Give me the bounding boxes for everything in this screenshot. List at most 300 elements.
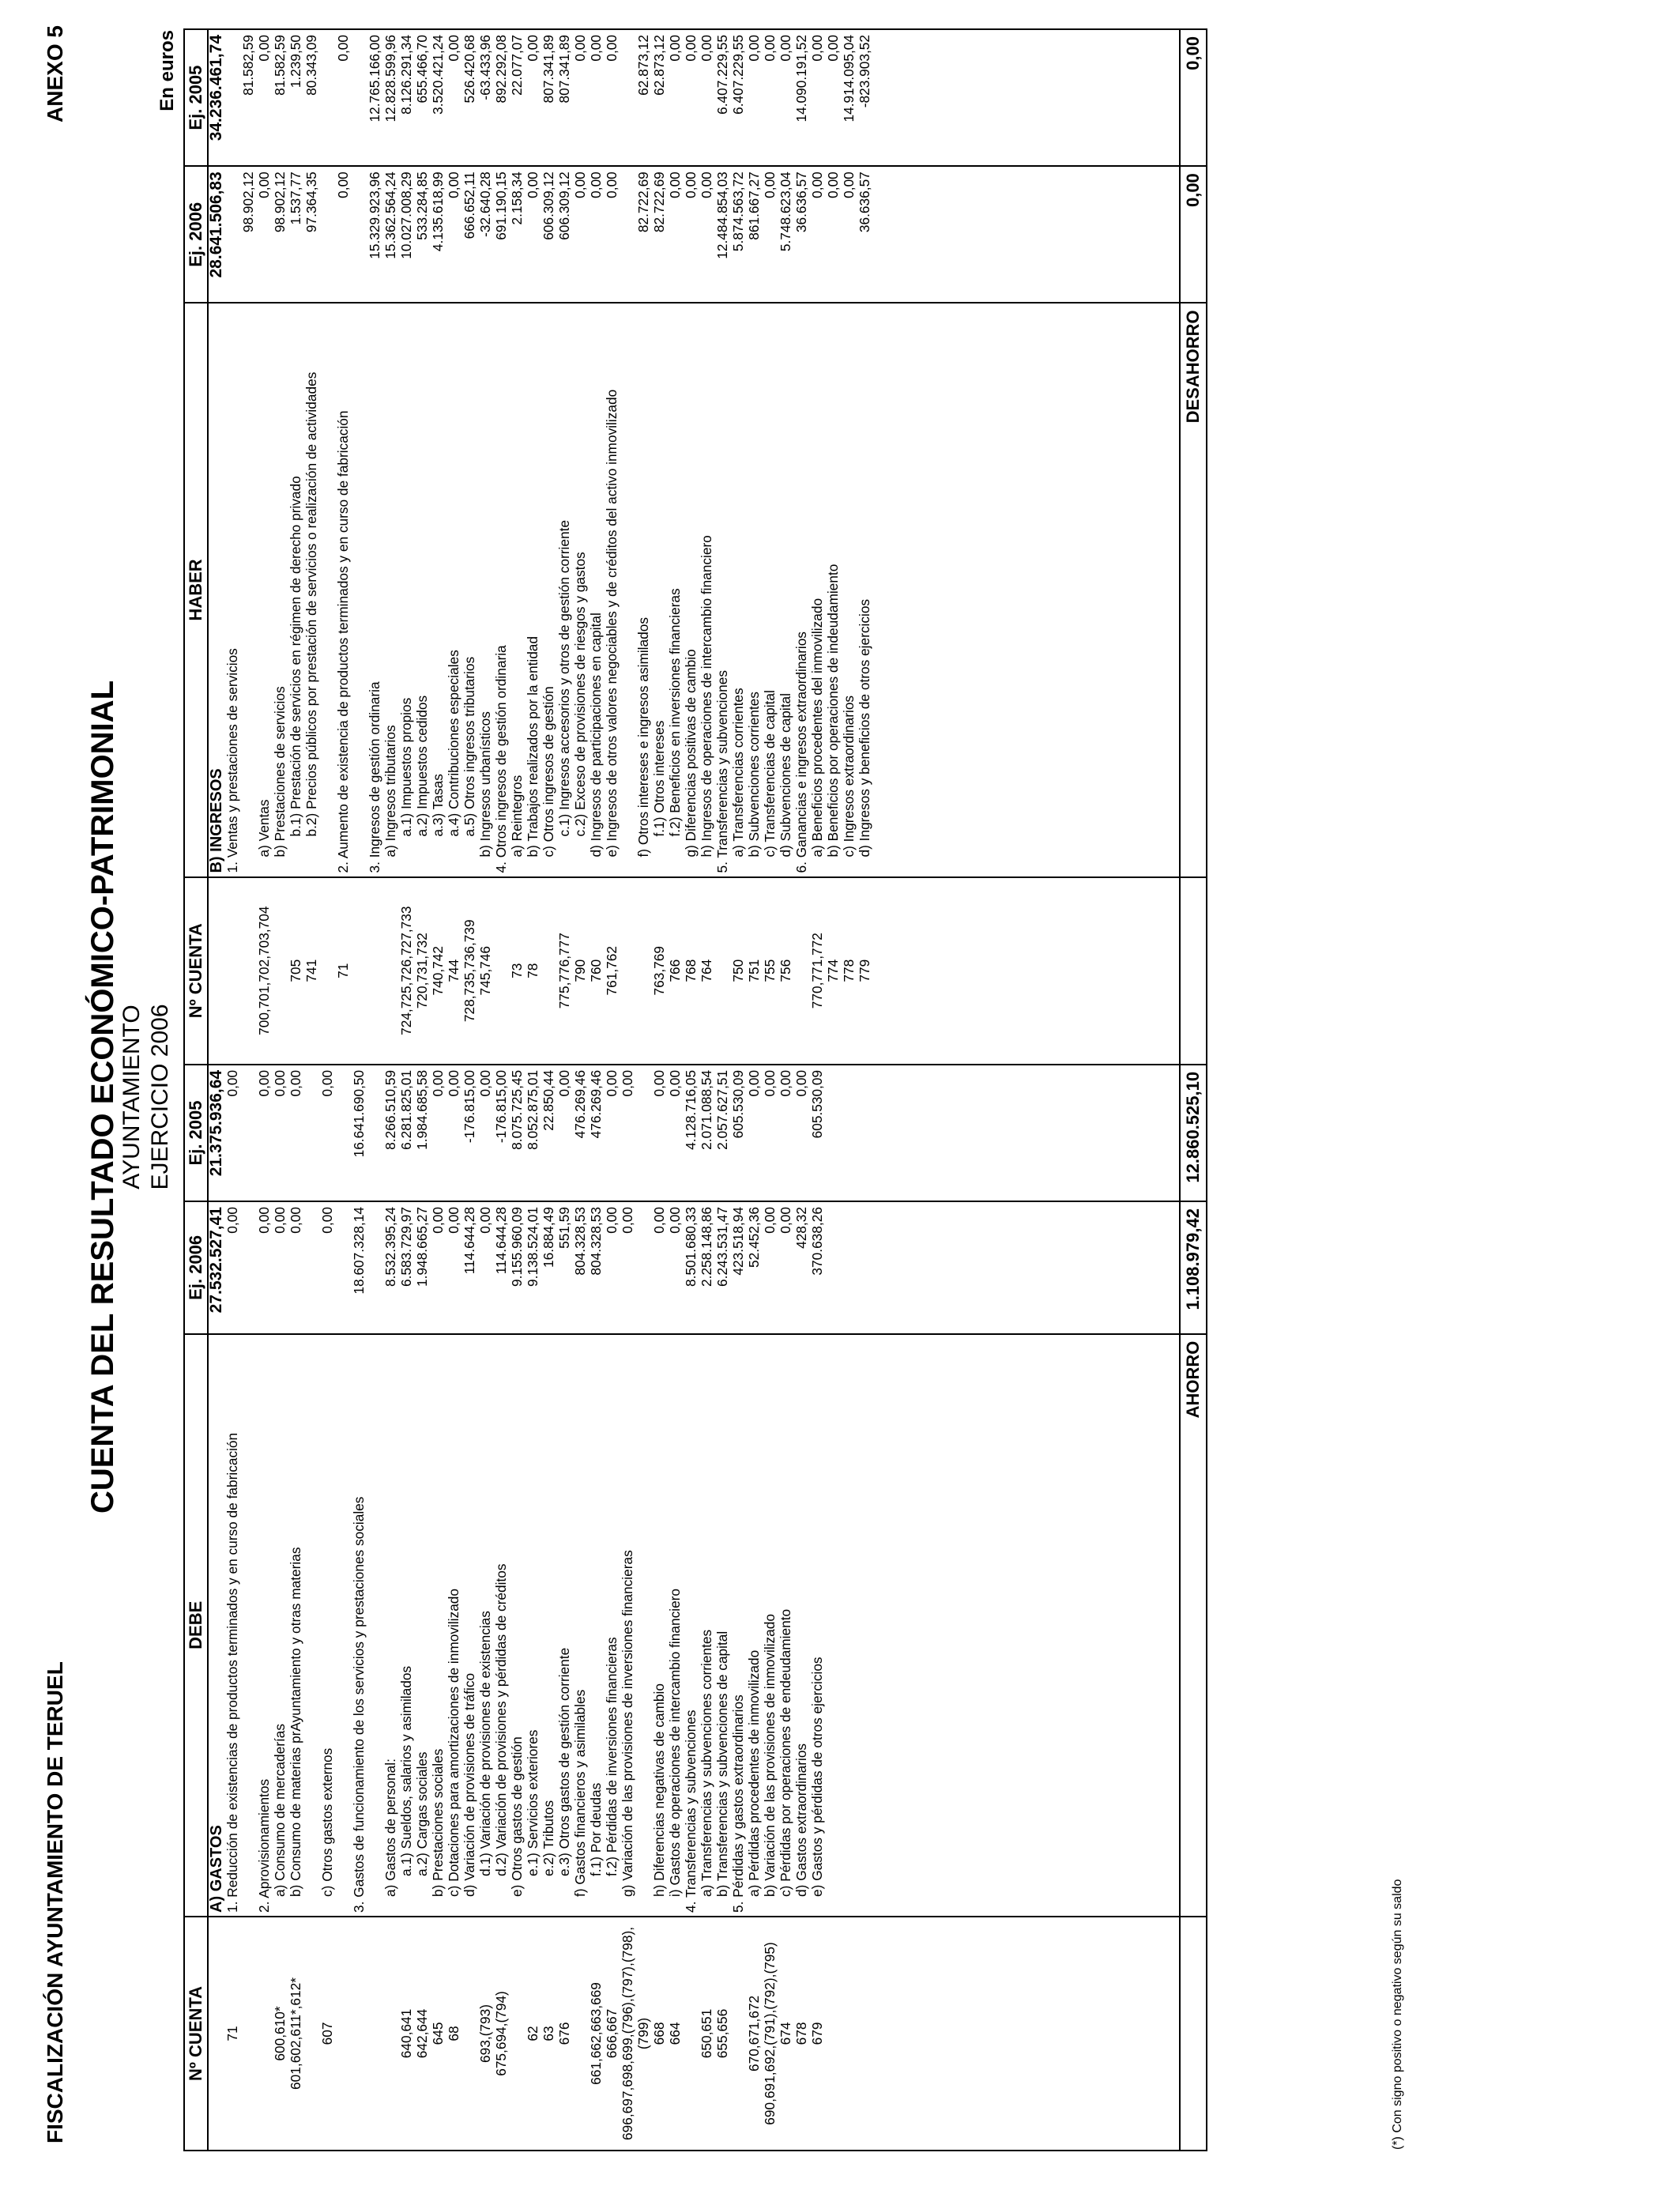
haber-row-v5-cell: 80.343,09 bbox=[303, 35, 319, 96]
haber-row-lab-cell: a) Ingresos tributarios bbox=[382, 725, 398, 858]
page-title: CUENTA DEL RESULTADO ECONÓMICO-PATRIMONIAL bbox=[85, 680, 120, 1514]
debe-row-lab-cell: 5. Pérdidas y gastos extraordinarios bbox=[730, 1695, 746, 1913]
table-header-row bbox=[184, 29, 208, 2151]
haber-row-acc-cell: 775,776,777 bbox=[556, 933, 572, 1009]
haber-row-acc-cell: 779 bbox=[857, 959, 872, 982]
haber-row-acc-cell: 78 bbox=[525, 963, 541, 978]
header-cuenta-debe: Nº CUENTA bbox=[184, 1917, 208, 2151]
debe-row-v6-cell: 6.243.531,47 bbox=[714, 1207, 730, 1287]
debe-row-v6-cell: 804.328,53 bbox=[588, 1207, 604, 1276]
haber-row-v6-cell: 691.190,15 bbox=[493, 172, 509, 240]
debe-row-v6-cell: 1.948.665,27 bbox=[414, 1207, 430, 1287]
debe-row-lab-cell: d) Variación de provisiones de tráfico bbox=[461, 1672, 477, 1897]
debe-row-v6-cell: 0,00 bbox=[620, 1207, 635, 1234]
debe-row-v5-cell: 0,00 bbox=[778, 1069, 793, 1097]
haber-row-acc-cell bbox=[367, 878, 382, 1064]
haber-row-v6-cell: 0,00 bbox=[525, 172, 541, 198]
haber-row-v6-cell: 861.667,27 bbox=[746, 172, 762, 240]
debe-row-lab-cell: g) Variación de las provisiones de inversiones financieras bbox=[620, 1550, 635, 1897]
debe-row-v5-cell bbox=[303, 1065, 319, 1201]
debe-row-lab-cell: a) Consumo de mercaderías bbox=[272, 1723, 288, 1897]
debe-row-v6-cell: 0,00 bbox=[762, 1207, 778, 1234]
haber-row-acc-cell: 778 bbox=[841, 959, 857, 982]
debe-row-acc-cell: 650,651 bbox=[699, 2008, 714, 2059]
debe-row-lab-cell: f) Gastos financieros y asimilables bbox=[572, 1689, 588, 1897]
haber-row-lab-cell: a.5) Otros ingresos tributarios bbox=[461, 656, 477, 837]
debe-row-v6-cell: 0,00 bbox=[288, 1207, 303, 1234]
haber-row-v5-cell: 0,00 bbox=[778, 35, 793, 62]
debe-row-lab-cell: b) Consumo de materias prAyuntamiento y otras materias bbox=[288, 1547, 303, 1897]
haber-row-acc-cell: 705 bbox=[288, 959, 303, 982]
haber-row-v6-cell: 1.537,77 bbox=[288, 172, 303, 225]
debe-row-acc-cell bbox=[730, 1917, 746, 2150]
haber-row-acc-cell bbox=[714, 878, 730, 1064]
footer-spacer-haber bbox=[1180, 877, 1207, 1065]
haber-row-lab-cell: 2. Aumento de existencia de productos terminados y en curso de fabricación bbox=[335, 410, 351, 873]
debe-row-v6-cell: 8.501.680,33 bbox=[683, 1207, 699, 1287]
haber-row-lab-cell: 4. Otros ingresos de gestión ordinaria bbox=[493, 645, 509, 873]
haber-row-v6-cell: 15.362.564,24 bbox=[382, 172, 398, 259]
haber-row-acc-cell: 770,771,772 bbox=[809, 933, 825, 1009]
debe-row-v6-cell bbox=[303, 1202, 319, 1333]
debe-row-acc-cell: 601,602,611*,612* bbox=[288, 1977, 303, 2090]
haber-row-acc-cell: 700,701,702,703,704 bbox=[256, 906, 272, 1035]
debe-row-acc-cell: 71 bbox=[224, 2026, 240, 2041]
haber-2006-column bbox=[208, 166, 1180, 303]
haber-row-v6-cell: 0,00 bbox=[446, 172, 461, 198]
debe-row-v5-cell: 476.269,46 bbox=[588, 1069, 604, 1139]
haber-row-v6-cell: 82.722,69 bbox=[635, 172, 651, 233]
haber-row-lab-cell: 1. Ventas y prestaciones de servicios bbox=[224, 648, 240, 873]
haber-row-lab-cell: B) INGRESOS bbox=[208, 768, 225, 873]
haber-row-acc-cell: 744 bbox=[446, 959, 461, 982]
debe-row-lab-cell: e.1) Servicios exteriores bbox=[525, 1729, 541, 1876]
debe-row-lab-cell: 4. Transferencias y subvenciones bbox=[683, 1710, 699, 1913]
haber-row-lab-cell: b.1) Prestación de servicios en régimen de derecho privado bbox=[288, 476, 303, 837]
debe-row-acc-cell bbox=[256, 1917, 272, 2150]
haber-row-lab-cell: b) Beneficios por operaciones de indeudamiento bbox=[825, 564, 841, 858]
debe-row-v6-cell: 0,00 bbox=[430, 1207, 446, 1234]
haber-row-lab-cell: a) Beneficios procedentes del inmovilizado bbox=[809, 598, 825, 858]
debe-row-lab-cell: c) Pérdidas por operaciones de endeudamiento bbox=[778, 1608, 793, 1897]
haber-accounts-column bbox=[208, 877, 1180, 1065]
haber-row-v6-cell: 97.364,35 bbox=[303, 172, 319, 233]
debe-row-acc-cell: 655,656 bbox=[714, 2008, 730, 2059]
haber-row-acc-cell: 760 bbox=[588, 959, 604, 982]
header-debe: DEBE bbox=[184, 1334, 208, 1917]
haber-row-lab-cell: f.2) Beneficios en inversiones financieras bbox=[667, 588, 683, 837]
debe-row-v5-cell: -176.815,00 bbox=[493, 1069, 509, 1144]
haber-row-v5-cell: 892.292,08 bbox=[493, 35, 509, 104]
haber-row-v5-cell: 0,00 bbox=[667, 35, 683, 62]
debe-2006-column bbox=[208, 1201, 1180, 1334]
debe-row-v5-cell: 0,00 bbox=[256, 1069, 272, 1097]
haber-row-v6-cell: 2.158,34 bbox=[509, 172, 525, 225]
debe-row-lab-cell: 1. Reducción de existencias de productos terminados y en curso de fabricación bbox=[224, 1432, 240, 1913]
haber-row-v6-cell: 4.135.618,99 bbox=[430, 172, 446, 252]
debe-row-v5-cell: 0,00 bbox=[746, 1069, 762, 1097]
haber-row-acc-cell: 751 bbox=[746, 959, 762, 982]
header-debe-2005: Ej. 2005 bbox=[184, 1065, 208, 1201]
debe-row-acc-cell: 68 bbox=[446, 2026, 461, 2041]
debe-row-v5-cell: 0,00 bbox=[319, 1069, 335, 1097]
debe-row-acc-cell: 696,697,698,699,(796),(797),(798),(799) bbox=[620, 1926, 651, 2140]
haber-row-v6-cell: 0,00 bbox=[762, 172, 778, 198]
debe-row-lab-cell bbox=[335, 1335, 351, 1916]
haber-row-acc-cell: 728,735,736,739 bbox=[461, 919, 477, 1023]
haber-row-acc-cell: 766 bbox=[667, 959, 683, 982]
haber-row-acc-cell: 761,762 bbox=[604, 945, 620, 996]
table-body-row bbox=[208, 29, 1180, 2151]
debe-row-v5-cell: 21.375.936,64 bbox=[207, 1069, 225, 1177]
debe-row-v5-cell bbox=[335, 1065, 351, 1201]
debe-row-v5-cell: 605.530,09 bbox=[730, 1069, 746, 1139]
haber-row-v5-cell: 0,00 bbox=[604, 35, 620, 62]
debe-row-lab-cell: f.1) Por deudas bbox=[588, 1782, 604, 1876]
haber-row-acc-cell bbox=[240, 878, 256, 1064]
haber-row-v5-cell bbox=[224, 30, 240, 165]
debe-row-lab-cell: h) Diferencias negativas de cambio bbox=[651, 1683, 667, 1897]
debe-row-v6-cell: 9.138.524,01 bbox=[525, 1207, 541, 1287]
debe-row-acc-cell: 678 bbox=[793, 2022, 809, 2045]
debe-row-v6-cell: 27.532.527,41 bbox=[207, 1207, 225, 1314]
haber-row-lab-cell: f) Otros intereses e ingresos asimilados bbox=[635, 617, 651, 858]
debe-row-v6-cell: 6.583.729,97 bbox=[398, 1207, 414, 1287]
haber-row-v6-cell: 82.722,69 bbox=[651, 172, 667, 233]
haber-row-v5-cell: -63.433,96 bbox=[477, 35, 493, 100]
debe-row-v5-cell: 22.850,44 bbox=[541, 1069, 556, 1131]
haber-row-v6-cell: -32.640,28 bbox=[477, 172, 493, 237]
haber-row-lab-cell: a) Transferencias corrientes bbox=[730, 688, 746, 858]
haber-row-acc-cell: 720,731,732 bbox=[414, 933, 430, 1009]
debe-row-acc-cell: 690,691,692,(791),(792),(795) bbox=[762, 1942, 778, 2125]
debe-row-acc-cell: 63 bbox=[541, 2026, 556, 2041]
debe-row-lab-cell: a) Gastos de personal: bbox=[382, 1759, 398, 1897]
debe-row-lab-cell: a.1) Sueldos, salarios y asimilados bbox=[398, 1665, 414, 1876]
haber-row-v5-cell: 6.407.229,55 bbox=[714, 35, 730, 115]
haber-row-v5-cell: 0,00 bbox=[683, 35, 699, 62]
haber-row-v6-cell: 98.902,12 bbox=[240, 172, 256, 233]
haber-row-lab-cell: f.1) Otros intereses bbox=[651, 720, 667, 837]
haber-row-v6-cell: 0,00 bbox=[256, 172, 272, 198]
debe-row-v5-cell: 8.052.875,01 bbox=[525, 1069, 541, 1150]
haber-row-v5-cell: 0,00 bbox=[746, 35, 762, 62]
debe-row-v6-cell: 0,00 bbox=[319, 1207, 335, 1234]
haber-row-v5-cell: 22.077,07 bbox=[509, 35, 525, 96]
ahorro-2005: 12.860.525,10 bbox=[1180, 1065, 1207, 1201]
debe-row-lab-cell: e.3) Otros gastos de gestión corriente bbox=[556, 1647, 572, 1876]
debe-row-acc-cell: 675,694,(794) bbox=[493, 1991, 509, 2076]
haber-row-v5-cell: 34.236.461,74 bbox=[207, 35, 225, 141]
debe-row-lab-cell: f.2) Pérdidas de inversiones financieras bbox=[604, 1637, 620, 1876]
haber-row-v6-cell: 666.652,11 bbox=[461, 172, 477, 239]
haber-row-acc-cell: 756 bbox=[778, 959, 793, 982]
debe-row-v5-cell: 0,00 bbox=[446, 1069, 461, 1097]
debe-row-lab-cell: a.2) Cargas sociales bbox=[414, 1751, 430, 1876]
haber-row-v5-cell: 0,00 bbox=[699, 35, 714, 62]
haber-row-lab-cell: c.2) Exceso de provisiones de riesgos y gastos bbox=[572, 552, 588, 837]
haber-row-lab-cell: a) Ventas bbox=[256, 799, 272, 858]
haber-row-v5-cell: 807.341,89 bbox=[556, 35, 572, 104]
debe-row-lab-cell: e) Otros gastos de gestión bbox=[509, 1736, 525, 1897]
debe-row-acc-cell: 62 bbox=[525, 2026, 541, 2041]
debe-row-v5-cell: 1.984.685,58 bbox=[414, 1069, 430, 1150]
haber-row-v5-cell: 655.466,70 bbox=[414, 35, 430, 104]
result-account-table bbox=[183, 28, 1207, 2151]
debe-row-v5-cell: 0,00 bbox=[651, 1069, 667, 1097]
haber-row-lab-cell: g) Diferencias positivas de cambio bbox=[683, 649, 699, 858]
haber-row-lab-cell: h) Ingresos de operaciones de intercambio financiero bbox=[699, 535, 714, 858]
header-debe-2006: Ej. 2006 bbox=[184, 1201, 208, 1334]
debe-2005-column bbox=[208, 1065, 1180, 1201]
haber-row-v5-cell: 62.873,12 bbox=[651, 35, 667, 96]
haber-row-v6-cell: 0,00 bbox=[683, 172, 699, 198]
debe-row-v6-cell: 804.328,53 bbox=[572, 1207, 588, 1276]
haber-row-acc-cell: 741 bbox=[303, 959, 319, 982]
debe-accounts-column bbox=[208, 1917, 1180, 2151]
debe-row-v5-cell: 605.530,09 bbox=[809, 1069, 825, 1139]
debe-row-v6-cell: 52.452,36 bbox=[746, 1207, 762, 1268]
units-label: En euros bbox=[156, 30, 178, 111]
debe-row-acc-cell: 640,641 bbox=[398, 2008, 414, 2059]
haber-row-lab-cell: b) Subvenciones corrientes bbox=[746, 692, 762, 858]
debe-row-acc-cell: 664 bbox=[667, 2022, 683, 2045]
haber-row-acc-cell: 724,725,726,727,733 bbox=[398, 906, 414, 1035]
haber-row-lab-cell: b.2) Precios públicos por prestación de servicios o realización de actividades bbox=[303, 371, 319, 837]
desahorro-2005: 0,00 bbox=[1180, 29, 1207, 166]
haber-row-lab-cell: a.2) Impuestos cedidos bbox=[414, 695, 430, 837]
haber-row-v6-cell: 0,00 bbox=[699, 172, 714, 198]
haber-row-v6-cell: 0,00 bbox=[588, 172, 604, 198]
debe-row-acc-cell bbox=[683, 1917, 699, 2150]
debe-row-v5-cell: 0,00 bbox=[667, 1069, 683, 1097]
haber-row-acc-cell: 774 bbox=[825, 959, 841, 982]
debe-row-v5-cell: 0,00 bbox=[762, 1069, 778, 1097]
debe-row-v5-cell: 0,00 bbox=[288, 1069, 303, 1097]
haber-row-lab-cell: 3. Ingresos de gestión ordinaria bbox=[367, 681, 382, 873]
debe-row-v6-cell: 9.155.960,09 bbox=[509, 1207, 525, 1287]
debe-row-lab-cell: d.1) Variación de provisiones de existencias bbox=[477, 1611, 493, 1876]
haber-row-acc-cell bbox=[635, 878, 651, 1064]
haber-row-v6-cell: 606.309,12 bbox=[541, 172, 556, 240]
haber-row-lab-cell: e) Ingresos de otros valores negociables y de créditos del activo inmovilizado bbox=[604, 389, 620, 858]
footer-spacer-debe bbox=[1180, 1917, 1207, 2151]
debe-row-acc-cell: 693,(793) bbox=[477, 2004, 493, 2063]
haber-row-v6-cell: 0,00 bbox=[335, 172, 351, 198]
haber-row-v6-cell bbox=[224, 167, 240, 302]
debe-row-acc-cell: 670,671,672 bbox=[746, 1995, 762, 2072]
haber-row-v5-cell: 807.341,89 bbox=[541, 35, 556, 104]
haber-row-v6-cell: 36.636,57 bbox=[857, 172, 872, 233]
haber-row-acc-cell bbox=[541, 878, 556, 1064]
debe-row-v6-cell: 16.884,49 bbox=[541, 1207, 556, 1268]
debe-row-v6-cell: 0,00 bbox=[477, 1207, 493, 1234]
haber-row-v6-cell: 5.748.623,04 bbox=[778, 172, 793, 252]
debe-row-acc-cell: 679 bbox=[809, 2022, 825, 2045]
haber-row-v5-cell: 3.520.421,24 bbox=[430, 35, 446, 115]
debe-row-lab-cell: 3. Gastos de funcionamiento de los servicios y prestaciones sociales bbox=[351, 1496, 367, 1913]
haber-row-acc-cell: 71 bbox=[335, 963, 351, 978]
debe-row-v6-cell: 8.532.395,24 bbox=[382, 1207, 398, 1287]
haber-row-acc-cell bbox=[272, 878, 288, 1064]
haber-row-acc-cell bbox=[793, 878, 809, 1064]
debe-row-lab-cell: a) Pérdidas procedentes de inmovilizado bbox=[746, 1649, 762, 1897]
debe-row-lab-cell: c) Otros gastos externos bbox=[319, 1747, 335, 1897]
haber-row-v5-cell: 8.126.291,34 bbox=[398, 35, 414, 115]
table-footer-row bbox=[1180, 29, 1207, 2151]
debe-row-lab-cell: c) Dotaciones para amortizaciones de inmovilizado bbox=[446, 1588, 461, 1897]
debe-row-acc-cell: 668 bbox=[651, 2022, 667, 2045]
debe-row-v6-cell: 551,59 bbox=[556, 1207, 572, 1249]
haber-2005-column bbox=[208, 29, 1180, 166]
debe-row-acc-cell: 607 bbox=[319, 2022, 335, 2045]
haber-row-acc-cell: 790 bbox=[572, 959, 588, 982]
desahorro-2006: 0,00 bbox=[1180, 166, 1207, 303]
haber-row-v5-cell: 14.090.191,52 bbox=[793, 35, 809, 123]
page-subtitle-year: EJERCICIO 2006 bbox=[147, 1004, 173, 1190]
haber-row-acc-cell bbox=[493, 878, 509, 1064]
haber-row-lab-cell: b) Prestaciones de servicios bbox=[272, 686, 288, 858]
debe-row-acc-cell: 661,662,663,669 bbox=[588, 1982, 604, 2085]
desahorro-label: DESAHORRO bbox=[1180, 303, 1207, 876]
haber-row-v5-cell: 0,00 bbox=[335, 35, 351, 62]
haber-row-v5-cell: 0,00 bbox=[825, 35, 841, 62]
haber-row-lab-cell: 6. Ganancias e ingresos extraordinarios bbox=[793, 631, 809, 873]
debe-row-v6-cell: 370.638,26 bbox=[809, 1207, 825, 1276]
ahorro-2006: 1.108.979,42 bbox=[1180, 1201, 1207, 1334]
haber-row-v6-cell: 15.329.923,96 bbox=[367, 172, 382, 259]
haber-row-lab-cell: b) Trabajos realizados por la entidad bbox=[525, 635, 541, 858]
haber-row-v6-cell: 98.902,12 bbox=[272, 172, 288, 233]
haber-row-v5-cell: 62.873,12 bbox=[635, 35, 651, 96]
debe-row-v5-cell: 0,00 bbox=[430, 1069, 446, 1097]
debe-row-lab-cell: 2. Aprovisionamientos bbox=[256, 1778, 272, 1913]
debe-row-acc-cell: 642,644 bbox=[414, 2008, 430, 2059]
header-cuenta-haber: Nº CUENTA bbox=[184, 877, 208, 1065]
haber-row-lab-cell: a.3) Tasas bbox=[430, 774, 446, 837]
haber-row-lab-cell: a.1) Impuestos propios bbox=[398, 697, 414, 837]
haber-row-acc-cell: 755 bbox=[762, 959, 778, 982]
page-subtitle-entity: AYUNTAMIENTO bbox=[119, 1005, 145, 1189]
debe-row-v5-cell: 0,00 bbox=[556, 1069, 572, 1097]
debe-row-acc-cell bbox=[209, 1917, 224, 2150]
haber-row-v5-cell: 81.582,59 bbox=[272, 35, 288, 96]
footnote: (*) Con signo positivo o negativo según su saldo bbox=[1391, 1879, 1404, 2150]
debe-row-v6-cell: 0,00 bbox=[272, 1207, 288, 1234]
haber-row-lab-cell: c) Otros ingresos de gestión bbox=[541, 686, 556, 858]
header-haber-2006: Ej. 2006 bbox=[184, 166, 208, 303]
haber-row-v5-cell: 81.582,59 bbox=[240, 35, 256, 96]
haber-row-v5-cell: 0,00 bbox=[446, 35, 461, 62]
debe-row-v5-cell: 16.641.690,50 bbox=[351, 1069, 367, 1158]
haber-row-acc-cell: 768 bbox=[683, 959, 699, 982]
header-annex: ANEXO 5 bbox=[43, 25, 67, 123]
debe-row-acc-cell bbox=[335, 1917, 351, 2150]
haber-row-v5-cell: 526.420,68 bbox=[461, 35, 477, 104]
haber-row-v6-cell: 606.309,12 bbox=[556, 172, 572, 240]
debe-row-lab-cell: b) Transferencias y subvenciones de capital bbox=[714, 1630, 730, 1897]
debe-row-acc-cell: 676 bbox=[556, 2022, 572, 2045]
haber-row-acc-cell: 745,746 bbox=[477, 945, 493, 996]
haber-row-acc-cell bbox=[382, 878, 398, 1064]
haber-row-lab-cell: a.4) Contribuciones especiales bbox=[446, 650, 461, 837]
debe-row-v5-cell: 0,00 bbox=[224, 1069, 240, 1097]
haber-row-v5-cell: 12.765.166,00 bbox=[367, 35, 382, 123]
debe-row-v6-cell: 0,00 bbox=[604, 1207, 620, 1234]
haber-row-acc-cell bbox=[224, 878, 240, 1064]
debe-row-v5-cell: 6.281.825,01 bbox=[398, 1069, 414, 1150]
debe-row-v6-cell: 2.258.148,86 bbox=[699, 1207, 714, 1287]
haber-row-v5-cell: 0,00 bbox=[525, 35, 541, 62]
debe-row-lab-cell: a) Transferencias y subvenciones corrientes bbox=[699, 1629, 714, 1897]
haber-row-v5-cell: -823.903,52 bbox=[857, 35, 872, 108]
debe-row-lab-cell: b) Prestaciones sociales bbox=[430, 1748, 446, 1897]
debe-row-v5-cell: 0,00 bbox=[793, 1069, 809, 1097]
debe-row-v6-cell bbox=[335, 1202, 351, 1333]
header-haber: HABER bbox=[184, 303, 208, 876]
debe-row-acc-cell: 666,667 bbox=[604, 2008, 620, 2059]
debe-row-v6-cell: 0,00 bbox=[446, 1207, 461, 1234]
haber-row-lab-cell: 5. Transferencias y subvenciones bbox=[714, 670, 730, 873]
debe-row-v6-cell: 0,00 bbox=[224, 1207, 240, 1234]
debe-row-acc-cell bbox=[461, 1917, 477, 2150]
haber-row-lab-cell: a) Reintegros bbox=[509, 775, 525, 858]
debe-row-lab-cell: b) Variación de las provisiones de inmovilizado bbox=[762, 1613, 778, 1897]
debe-row-v5-cell: 0,00 bbox=[272, 1069, 288, 1097]
haber-row-lab-cell: d) Ingresos y beneficios de otros ejercicios bbox=[857, 598, 872, 858]
haber-row-lab-cell bbox=[240, 303, 256, 876]
haber-row-acc-cell: 73 bbox=[509, 963, 525, 978]
debe-row-v6-cell: 0,00 bbox=[651, 1207, 667, 1234]
debe-row-acc-cell: 674 bbox=[778, 2022, 793, 2045]
debe-row-acc-cell: 645 bbox=[430, 2022, 446, 2045]
haber-labels-column bbox=[208, 303, 1180, 876]
haber-row-v6-cell: 0,00 bbox=[604, 172, 620, 198]
debe-row-v6-cell: 114.644,28 bbox=[493, 1207, 509, 1275]
haber-row-v5-cell: 14.914.095,04 bbox=[841, 35, 857, 123]
haber-row-acc-cell: 740,742 bbox=[430, 945, 446, 996]
haber-row-v6-cell: 0,00 bbox=[572, 172, 588, 198]
debe-row-v6-cell: 423.518,94 bbox=[730, 1207, 746, 1276]
haber-row-lab-cell: c) Transferencias de capital bbox=[762, 690, 778, 858]
haber-row-v6-cell: 0,00 bbox=[825, 172, 841, 198]
debe-row-lab-cell: i) Gastos de operaciones de intercambio financiero bbox=[667, 1588, 683, 1897]
header-haber-2005: Ej. 2005 bbox=[184, 29, 208, 166]
debe-row-v6-cell: 114.644,28 bbox=[461, 1207, 477, 1275]
haber-row-lab-cell: c) Ingresos extraordinarios bbox=[841, 695, 857, 858]
haber-row-v5-cell: 0,00 bbox=[588, 35, 604, 62]
haber-row-acc-cell: 763,769 bbox=[651, 945, 667, 996]
debe-row-acc-cell bbox=[382, 1917, 398, 2150]
debe-row-v6-cell: 0,00 bbox=[778, 1207, 793, 1234]
debe-row-v5-cell: 476.269,46 bbox=[572, 1069, 588, 1139]
debe-row-v6-cell: 18.607.328,14 bbox=[351, 1207, 367, 1295]
debe-row-v5-cell: 4.128.716,05 bbox=[683, 1069, 699, 1150]
haber-row-lab-cell: b) Ingresos urbanísticos bbox=[477, 711, 493, 858]
debe-row-lab-cell: A) GASTOS bbox=[208, 1825, 225, 1913]
haber-row-lab-cell: d) Subvenciones de capital bbox=[778, 693, 793, 858]
debe-row-v5-cell: 8.266.510,59 bbox=[382, 1069, 398, 1150]
debe-labels-column bbox=[208, 1334, 1180, 1917]
debe-row-v6-cell: 428,32 bbox=[793, 1207, 809, 1249]
debe-row-acc-cell bbox=[509, 1917, 525, 2150]
debe-row-lab-cell: d) Gastos extraordinarios bbox=[793, 1743, 809, 1897]
haber-row-v5-cell: 0,00 bbox=[256, 35, 272, 62]
debe-row-v5-cell: 0,00 bbox=[604, 1069, 620, 1097]
haber-row-v6-cell: 10.027.008,29 bbox=[398, 172, 414, 259]
debe-row-v5-cell: 8.075.725,45 bbox=[509, 1069, 525, 1150]
debe-row-v5-cell: 0,00 bbox=[477, 1069, 493, 1097]
